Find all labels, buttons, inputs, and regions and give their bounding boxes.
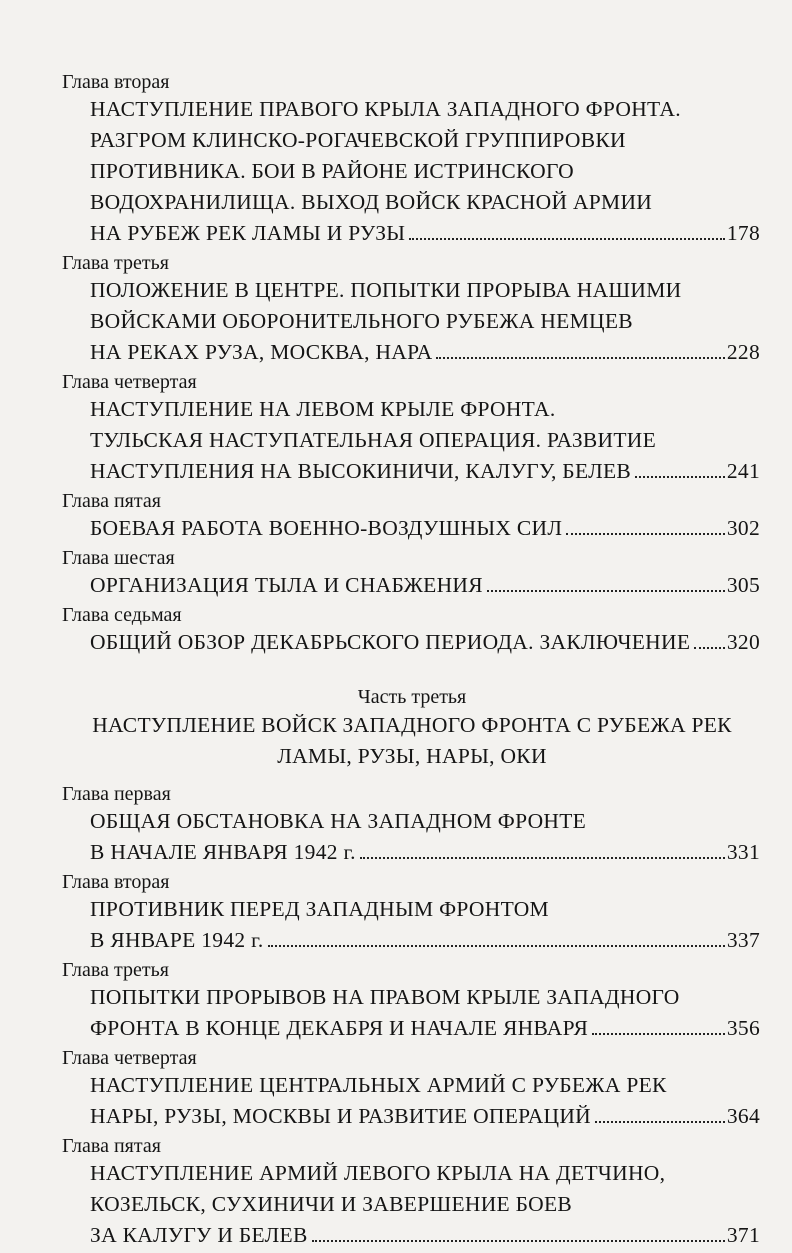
chapter-title bbox=[90, 1070, 760, 1132]
chapter-title-line: НАСТУПЛЕНИЕ НА ЛЕВОМ КРЫЛЕ ФРОНТА. bbox=[90, 397, 556, 421]
chapter-title-line: РАЗГРОМ КЛИНСКО-РОГАЧЕВСКОЙ ГРУППИРОВКИ bbox=[90, 128, 626, 152]
dot-leader bbox=[360, 856, 725, 859]
chapter-title-last-line bbox=[90, 337, 760, 368]
dot-leader bbox=[312, 1239, 725, 1242]
page-number: 302 bbox=[726, 516, 760, 540]
chapter-title-last-line bbox=[90, 1101, 760, 1132]
chapter-title-last-line bbox=[90, 1013, 760, 1044]
chapter-title-line: ВОДОХРАНИЛИЩА. ВЫХОД ВОЙСК КРАСНОЙ АРМИИ bbox=[90, 190, 653, 214]
chapter-title bbox=[90, 275, 760, 368]
chapter-title bbox=[90, 1158, 760, 1251]
table-of-contents bbox=[62, 70, 762, 1253]
page-number: 320 bbox=[726, 630, 760, 654]
chapter-title-last-line bbox=[90, 837, 760, 868]
page-number: 364 bbox=[726, 1104, 760, 1128]
chapter-title-last-line bbox=[90, 925, 760, 956]
chapter-title bbox=[90, 806, 760, 868]
chapter-label: Глава первая bbox=[62, 783, 171, 805]
chapter-title-last-line bbox=[90, 513, 760, 544]
chapter-label: Глава пятая bbox=[62, 490, 161, 512]
chapter-title-line: ПОЛОЖЕНИЕ В ЦЕНТРЕ. ПОПЫТКИ ПРОРЫВА НАШИМИ bbox=[90, 278, 682, 302]
toc-entry bbox=[62, 603, 762, 658]
chapter-title bbox=[90, 627, 760, 658]
chapter-title-line: НАРЫ, РУЗЫ, МОСКВЫ И РАЗВИТИЕ ОПЕРАЦИЙ bbox=[90, 1104, 591, 1128]
part-three-title-line-2: ЛАМЫ, РУЗЫ, НАРЫ, ОКИ bbox=[277, 744, 547, 768]
page-number: 228 bbox=[726, 340, 760, 364]
chapter-title-line: ТУЛЬСКАЯ НАСТУПАТЕЛЬНАЯ ОПЕРАЦИЯ. РАЗВИТИЕ bbox=[90, 428, 657, 452]
chapter-title-line: ОБЩАЯ ОБСТАНОВКА НА ЗАПАДНОМ ФРОНТЕ bbox=[90, 809, 587, 833]
toc-entry bbox=[62, 546, 762, 601]
toc-entry bbox=[62, 70, 762, 249]
dot-leader bbox=[566, 532, 725, 535]
toc-entry bbox=[62, 870, 762, 956]
toc-entry bbox=[62, 958, 762, 1044]
dot-leader bbox=[635, 475, 725, 478]
dot-leader bbox=[268, 944, 725, 947]
page-number: 356 bbox=[726, 1016, 760, 1040]
page-number: 241 bbox=[726, 459, 760, 483]
part-three-chapters bbox=[62, 782, 762, 1251]
toc-entry bbox=[62, 1134, 762, 1251]
dot-leader bbox=[595, 1120, 725, 1123]
chapter-label: Глава вторая bbox=[62, 871, 170, 893]
chapter-title-line: ОБЩИЙ ОБЗОР ДЕКАБРЬСКОГО ПЕРИОДА. ЗАКЛЮЧЕНИЕ bbox=[90, 630, 691, 654]
toc-entry bbox=[62, 251, 762, 368]
chapter-title-line: КОЗЕЛЬСК, СУХИНИЧИ И ЗАВЕРШЕНИЕ БОЕВ bbox=[90, 1192, 573, 1216]
chapter-title-line: ПРОТИВНИКА. БОИ В РАЙОНЕ ИСТРИНСКОГО bbox=[90, 159, 575, 183]
chapter-title-line: ПОПЫТКИ ПРОРЫВОВ НА ПРАВОМ КРЫЛЕ ЗАПАДНОГО bbox=[90, 985, 680, 1009]
dot-leader bbox=[694, 646, 725, 649]
chapter-title-line: В НАЧАЛЕ ЯНВАРЯ 1942 г. bbox=[90, 840, 356, 864]
toc-entry bbox=[62, 782, 762, 868]
page-number: 331 bbox=[726, 840, 760, 864]
chapter-title-line: НАСТУПЛЕНИЕ ПРАВОГО КРЫЛА ЗАПАДНОГО ФРОНТА. bbox=[90, 97, 681, 121]
chapter-title bbox=[90, 394, 760, 487]
chapter-title-line: НА РЕКАХ РУЗА, МОСКВА, НАРА bbox=[90, 340, 433, 364]
chapter-label: Глава шестая bbox=[62, 547, 175, 569]
chapter-title-last-line bbox=[90, 627, 760, 658]
chapter-label: Глава пятая bbox=[62, 1135, 161, 1157]
chapter-label: Глава вторая bbox=[62, 71, 170, 93]
chapter-label: Глава седьмая bbox=[62, 604, 182, 626]
chapter-title bbox=[90, 894, 760, 956]
dot-leader bbox=[436, 356, 724, 359]
chapter-title-last-line bbox=[90, 1220, 760, 1251]
toc-entry bbox=[62, 489, 762, 544]
toc-entry bbox=[62, 370, 762, 487]
part-three-title-line-1: НАСТУПЛЕНИЕ ВОЙСК ЗАПАДНОГО ФРОНТА С РУБЕЖА РЕК bbox=[92, 713, 732, 737]
chapter-label: Глава третья bbox=[62, 252, 169, 274]
chapter-title-line: ОРГАНИЗАЦИЯ ТЫЛА И СНАБЖЕНИЯ bbox=[90, 573, 483, 597]
chapter-title-last-line bbox=[90, 218, 760, 249]
chapter-title-line: НАСТУПЛЕНИЯ НА ВЫСОКИНИЧИ, КАЛУГУ, БЕЛЕВ bbox=[90, 459, 632, 483]
part-three-heading bbox=[62, 684, 762, 772]
chapter-title bbox=[90, 570, 760, 601]
chapter-label: Глава третья bbox=[62, 959, 169, 981]
dot-leader bbox=[487, 589, 725, 592]
chapter-title-line: В ЯНВАРЕ 1942 г. bbox=[90, 928, 264, 952]
chapter-title-line: НАСТУПЛЕНИЕ ЦЕНТРАЛЬНЫХ АРМИЙ С РУБЕЖА РЕК bbox=[90, 1073, 667, 1097]
chapter-title-last-line bbox=[90, 570, 760, 601]
chapter-title bbox=[90, 94, 760, 249]
part-two-chapters bbox=[62, 70, 762, 658]
chapter-title-last-line bbox=[90, 456, 760, 487]
chapter-label: Глава четвертая bbox=[62, 371, 197, 393]
part-three-label: Часть третья bbox=[357, 686, 467, 708]
page-number: 305 bbox=[726, 573, 760, 597]
chapter-title-line: ФРОНТА В КОНЦЕ ДЕКАБРЯ И НАЧАЛЕ ЯНВАРЯ bbox=[90, 1016, 589, 1040]
toc-entry bbox=[62, 1046, 762, 1132]
dot-leader bbox=[409, 237, 725, 240]
page-number: 337 bbox=[726, 928, 760, 952]
page-number: 178 bbox=[726, 221, 760, 245]
chapter-title-line: НА РУБЕЖ РЕК ЛАМЫ И РУЗЫ bbox=[90, 221, 406, 245]
chapter-label: Глава четвертая bbox=[62, 1047, 197, 1069]
chapter-title-line: ЗА КАЛУГУ И БЕЛЕВ bbox=[90, 1223, 308, 1247]
chapter-title-line: БОЕВАЯ РАБОТА ВОЕННО-ВОЗДУШНЫХ СИЛ bbox=[90, 516, 563, 540]
page-number: 371 bbox=[726, 1223, 760, 1247]
chapter-title bbox=[90, 982, 760, 1044]
chapter-title-line: НАСТУПЛЕНИЕ АРМИЙ ЛЕВОГО КРЫЛА НА ДЕТЧИНО, bbox=[90, 1161, 666, 1185]
chapter-title-line: ПРОТИВНИК ПЕРЕД ЗАПАДНЫМ ФРОНТОМ bbox=[90, 897, 549, 921]
chapter-title bbox=[90, 513, 760, 544]
dot-leader bbox=[592, 1032, 725, 1035]
chapter-title-line: ВОЙСКАМИ ОБОРОНИТЕЛЬНОГО РУБЕЖА НЕМЦЕВ bbox=[90, 309, 633, 333]
